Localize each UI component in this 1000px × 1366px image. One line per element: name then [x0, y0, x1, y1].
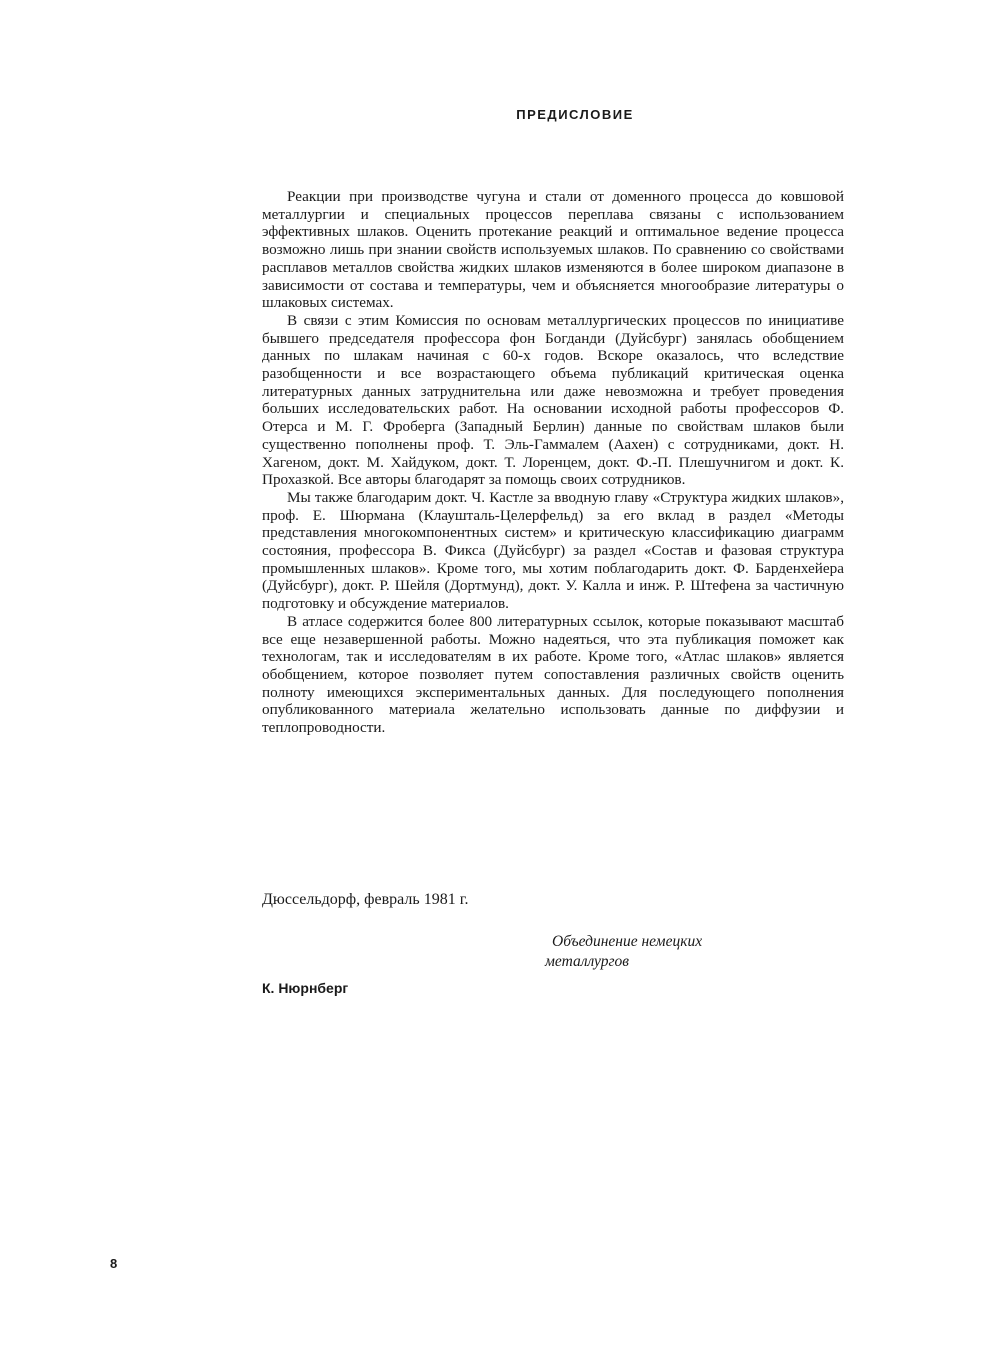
paragraph: В связи с этим Комиссия по основам металлургических процессов по инициативе бывшего председателя профессора фон Богданди (Дуйсбург) занялась обобщением данных по шлакам начиная с 60-х годов. Вскоре оказалось, что вследствие разобщенности и все возрастающего объема публикаций критическая оценка литературных данных затруднительна или даже невозможна и требует проведения больших исследовательских работ. На основании исходной работы профессоров Ф. Отерса и М. Г. Фроберга (Западный Берлин) данные по свойствам шлаков были существенно пополнены проф. Т. Эль-Гаммалем (Аахен) с сотрудниками, докт. Н. Хагеном, докт. М. Хайдуком, докт. Т. Лоренцем, докт. Ф.-П. Плешучнигом и докт. К. Прохазкой. Все авторы благодарят за помощь своих сотрудников. [262, 311, 844, 489]
place-and-date: Дюссельдорф, февраль 1981 г. [262, 891, 469, 908]
preface-body [262, 188, 844, 737]
paragraph: Мы также благодарим докт. Ч. Кастле за вводную главу «Структура жидких шлаков», проф. Е. Шюрмана (Клаушталь-Целерфельд) за его вклад в раздел «Методы представления многокомпонентных систем» и критическую классификацию диаграмм состояния, профессора В. Фикса (Дуйсбург) за раздел «Состав и фазовая структура промышленных шлаков». Кроме того, мы хотим поблагодарить докт. Ф. Барденхейера (Дуйсбург), докт. Р. Шейля (Дортмунд), докт. У. Калла и инж. Р. Штефена за частичную подготовку и обсуждение материалов. [262, 488, 844, 613]
organization-signature [545, 932, 702, 972]
organization-line: металлургов [545, 953, 629, 970]
author-name: К. Нюрнберг [262, 980, 349, 996]
paragraph: Реакции при производстве чугуна и стали от доменного процесса до ковшовой металлургии и специальных процессов переплава связаны с использованием эффективных шлаков. Оценить протекание реакций и оптимальное ведение процесса возможно лишь при знании свойств используемых шлаков. По сравнению со свойствами расплавов металлов свойства жидких шлаков изменяются в более широком диапазоне в зависимости от состава и температуры, чем и объясняется многообразие литературы о шлаковых системах. [262, 188, 844, 312]
paragraph: В атласе содержится более 800 литературных ссылок, которые показывают масштаб все еще незавершенной работы. Можно надеяться, что эта публикация поможет как технологам, так и исследователям в их работе. Кроме того, «Атлас шлаков» является обобщением, которое позволяет путем сопоставления различных свойств оценить полноту имеющихся экспериментальных данных. Для последующего пополнения опубликованного материала желательно использовать данные по диффузии и теплопроводности. [262, 612, 844, 737]
page-heading: ПРЕДИСЛОВИЕ [516, 107, 634, 122]
organization-line: Объединение немецких [552, 933, 703, 950]
page-number: 8 [110, 1256, 118, 1271]
